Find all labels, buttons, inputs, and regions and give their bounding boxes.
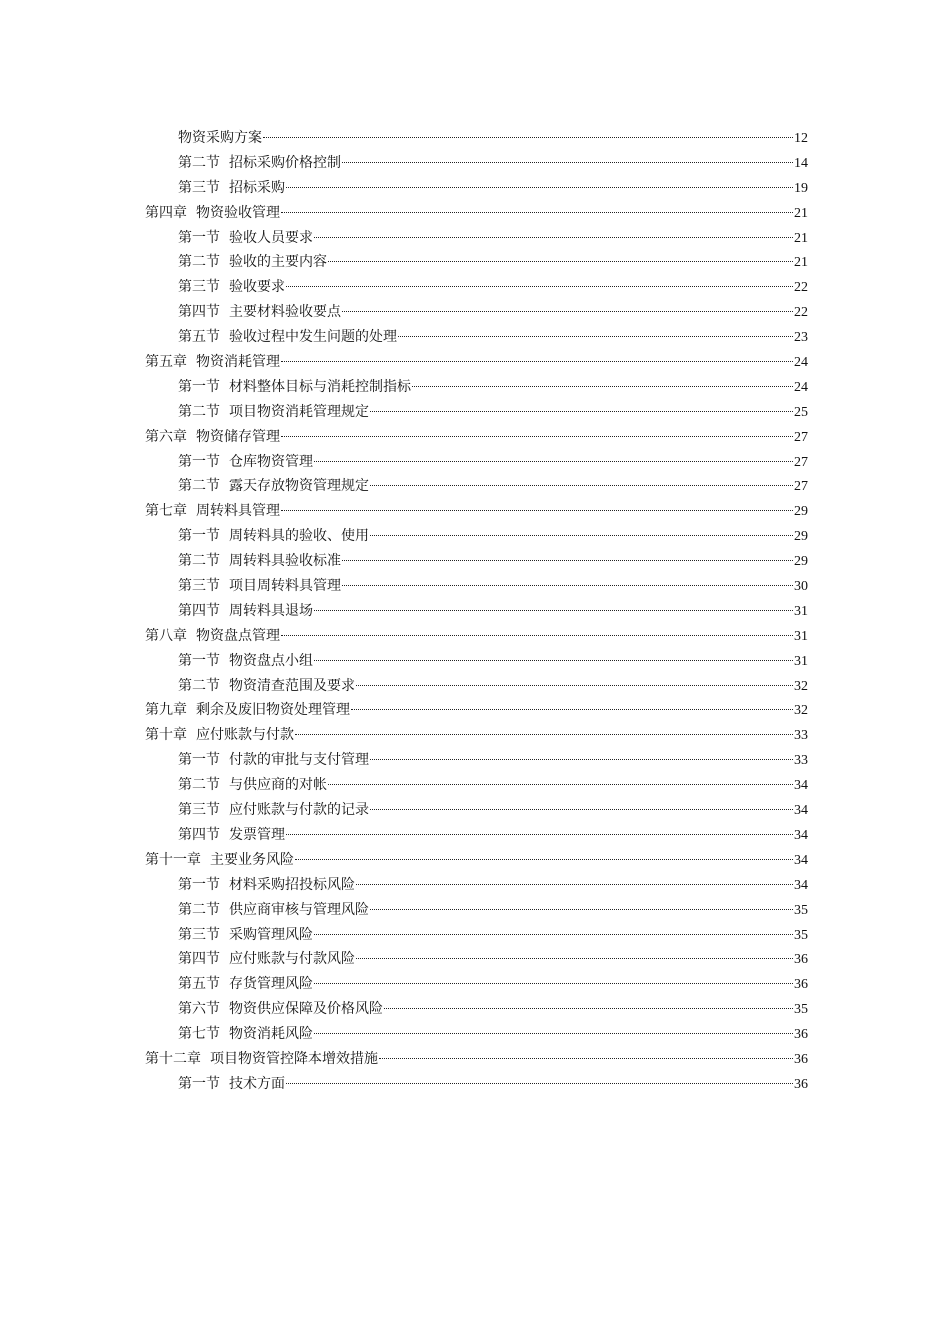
- toc-page-number: 12: [794, 131, 808, 146]
- toc-section-entry[interactable]: [145, 450, 808, 475]
- toc-dot-leader: [379, 1058, 793, 1059]
- toc-entry-title: 主要业务风险: [210, 851, 294, 868]
- toc-page-number: 25: [794, 404, 808, 420]
- toc-entry-number: 第六章: [145, 428, 187, 445]
- toc-entry-number: 第四节: [178, 826, 220, 843]
- toc-dot-leader: [295, 734, 793, 735]
- toc-section-entry[interactable]: [145, 549, 808, 574]
- toc-section-entry[interactable]: [145, 898, 808, 923]
- toc-section-entry[interactable]: [145, 599, 808, 624]
- toc-entry-number: 第三节: [178, 926, 220, 943]
- toc-entry-title: 应付账款与付款风险: [229, 951, 355, 968]
- toc-page-number: 34: [794, 877, 808, 893]
- toc-entry-number: 第五章: [145, 354, 187, 371]
- toc-section-entry[interactable]: [145, 176, 808, 201]
- toc-page-number: 34: [794, 778, 808, 794]
- toc-entry-number: 第三节: [178, 802, 220, 819]
- toc-section-entry[interactable]: [145, 250, 808, 275]
- toc-chapter-entry[interactable]: [145, 1047, 808, 1072]
- toc-page-number: 22: [794, 305, 808, 321]
- toc-entry-number: 第二节: [178, 403, 220, 420]
- toc-entry-title: 存货管理风险: [229, 976, 313, 993]
- toc-page-number: 34: [794, 803, 808, 819]
- toc-dot-leader: [314, 1033, 793, 1034]
- toc-page-number: 30: [794, 579, 808, 595]
- toc-dot-leader: [342, 311, 793, 312]
- toc-entry-title: 物资储存管理: [196, 428, 280, 445]
- toc-section-entry[interactable]: [145, 275, 808, 300]
- toc-page-number: 27: [794, 429, 808, 445]
- toc-entry-title: 招标采购: [229, 179, 285, 196]
- toc-entry-title: 物资采购方案: [178, 130, 262, 146]
- toc-entry-number: 第二节: [178, 553, 220, 570]
- toc-dot-leader: [356, 884, 793, 885]
- toc-section-entry[interactable]: [145, 947, 808, 972]
- toc-dot-leader: [356, 958, 793, 959]
- toc-dot-leader: [370, 759, 793, 760]
- toc-entry-title: 剩余及废旧物资处理管理: [196, 702, 350, 719]
- toc-entry-number: 第四节: [178, 304, 220, 321]
- toc-entry-number: 第三节: [178, 279, 220, 296]
- toc-chapter-entry[interactable]: [145, 848, 808, 873]
- toc-section-entry[interactable]: [145, 524, 808, 549]
- toc-page-number: 36: [794, 1051, 808, 1067]
- toc-entry-number: 第二节: [178, 677, 220, 694]
- toc-section-entry[interactable]: [145, 126, 808, 151]
- toc-section-entry[interactable]: [145, 300, 808, 325]
- toc-dot-leader: [328, 261, 793, 262]
- toc-entry-number: 第一节: [178, 378, 220, 395]
- toc-entry-number: 第四节: [178, 602, 220, 619]
- toc-dot-leader: [370, 485, 793, 486]
- toc-section-entry[interactable]: [145, 972, 808, 997]
- toc-entry-number: 第九章: [145, 702, 187, 719]
- toc-entry-number: 第四节: [178, 951, 220, 968]
- toc-entry-title: 付款的审批与支付管理: [229, 752, 369, 769]
- toc-page-number: 34: [794, 852, 808, 868]
- toc-entry-title: 技术方面: [229, 1075, 285, 1092]
- toc-entry-title: 验收要求: [229, 279, 285, 296]
- toc-dot-leader: [398, 336, 793, 337]
- toc-dot-leader: [281, 361, 793, 362]
- toc-page-number: 36: [794, 977, 808, 993]
- toc-page-number: 36: [794, 1027, 808, 1043]
- toc-entry-number: 第六节: [178, 1001, 220, 1018]
- toc-section-entry[interactable]: [145, 923, 808, 948]
- toc-dot-leader: [286, 187, 793, 188]
- toc-section-entry[interactable]: [145, 798, 808, 823]
- table-of-contents: [145, 126, 808, 1097]
- toc-page-number: 24: [794, 379, 808, 395]
- toc-page-number: 21: [794, 255, 808, 271]
- toc-section-entry[interactable]: [145, 474, 808, 499]
- toc-entry-title: 材料整体目标与消耗控制指标: [229, 378, 411, 395]
- toc-dot-leader: [370, 535, 793, 536]
- toc-entry-number: 第二节: [178, 254, 220, 271]
- toc-page-number: 32: [794, 678, 808, 694]
- toc-entry-number: 第三节: [178, 179, 220, 196]
- toc-entry-number: 第一节: [178, 453, 220, 470]
- toc-section-entry[interactable]: [145, 1072, 808, 1097]
- toc-entry-title: 物资盘点管理: [196, 627, 280, 644]
- toc-entry-title: 主要材料验收要点: [229, 304, 341, 321]
- toc-entry-number: 第二节: [178, 901, 220, 918]
- toc-dot-leader: [314, 983, 793, 984]
- toc-entry-title: 应付账款与付款的记录: [229, 802, 369, 819]
- toc-page-number: 31: [794, 653, 808, 669]
- toc-entry-number: 第四章: [145, 204, 187, 221]
- toc-entry-number: 第十章: [145, 727, 187, 744]
- toc-page-number: 32: [794, 703, 808, 719]
- toc-dot-leader: [370, 411, 793, 412]
- toc-dot-leader: [281, 510, 793, 511]
- toc-dot-leader: [342, 585, 793, 586]
- toc-dot-leader: [328, 784, 793, 785]
- toc-dot-leader: [263, 137, 793, 138]
- toc-entry-number: 第二节: [178, 478, 220, 495]
- toc-dot-leader: [281, 212, 793, 213]
- toc-page-number: 19: [794, 180, 808, 196]
- toc-dot-leader: [370, 909, 793, 910]
- toc-dot-leader: [286, 834, 793, 835]
- toc-entry-title: 招标采购价格控制: [229, 154, 341, 171]
- toc-section-entry[interactable]: [145, 151, 808, 176]
- toc-entry-title: 露天存放物资管理规定: [229, 478, 369, 495]
- toc-page-number: 24: [794, 355, 808, 371]
- toc-page-number: 36: [794, 952, 808, 968]
- toc-entry-title: 发票管理: [229, 826, 285, 843]
- toc-entry-number: 第十二章: [145, 1050, 201, 1067]
- toc-page-number: 29: [794, 554, 808, 570]
- toc-chapter-entry[interactable]: [145, 624, 808, 649]
- toc-page-number: 35: [794, 927, 808, 943]
- toc-entry-title: 周转料具退场: [229, 602, 313, 619]
- toc-page-number: 35: [794, 902, 808, 918]
- toc-entry-title: 应付账款与付款: [196, 727, 294, 744]
- toc-page-number: 27: [794, 454, 808, 470]
- toc-section-entry[interactable]: [145, 873, 808, 898]
- toc-entry-title: 与供应商的对帐: [229, 777, 327, 794]
- toc-page-number: 33: [794, 728, 808, 744]
- toc-chapter-entry[interactable]: [145, 698, 808, 723]
- toc-entry-number: 第二节: [178, 154, 220, 171]
- toc-entry-title: 仓库物资管理: [229, 453, 313, 470]
- toc-entry-title: 物资供应保障及价格风险: [229, 1001, 383, 1018]
- toc-entry-title: 材料采购招投标风险: [229, 876, 355, 893]
- toc-entry-title: 验收人员要求: [229, 229, 313, 246]
- toc-entry-number: 第五节: [178, 329, 220, 346]
- toc-page-number: 21: [794, 205, 808, 221]
- toc-dot-leader: [342, 162, 793, 163]
- toc-dot-leader: [351, 709, 793, 710]
- toc-section-entry[interactable]: [145, 400, 808, 425]
- toc-dot-leader: [295, 859, 793, 860]
- toc-entry-number: 第八章: [145, 627, 187, 644]
- toc-entry-title: 项目物资消耗管理规定: [229, 403, 369, 420]
- toc-entry-title: 项目物资管控降本增效措施: [210, 1050, 378, 1067]
- toc-page-number: 29: [794, 504, 808, 520]
- toc-dot-leader: [314, 660, 793, 661]
- toc-section-entry[interactable]: [145, 997, 808, 1022]
- toc-entry-number: 第一节: [178, 652, 220, 669]
- toc-chapter-entry[interactable]: [145, 425, 808, 450]
- toc-entry-title: 采购管理风险: [229, 926, 313, 943]
- toc-entry-title: 验收过程中发生问题的处理: [229, 329, 397, 346]
- toc-dot-leader: [356, 685, 793, 686]
- toc-section-entry[interactable]: [145, 823, 808, 848]
- toc-section-entry[interactable]: [145, 226, 808, 251]
- toc-page-number: 31: [794, 628, 808, 644]
- toc-section-entry[interactable]: [145, 748, 808, 773]
- toc-entry-title: 周转料具的验收、使用: [229, 528, 369, 545]
- toc-entry-number: 第一节: [178, 752, 220, 769]
- toc-entry-number: 第三节: [178, 578, 220, 595]
- toc-page-number: 22: [794, 280, 808, 296]
- toc-page-number: 27: [794, 479, 808, 495]
- toc-page-number: 31: [794, 603, 808, 619]
- toc-entry-number: 第一节: [178, 1075, 220, 1092]
- toc-entry-title: 项目周转料具管理: [229, 578, 341, 595]
- toc-section-entry[interactable]: [145, 773, 808, 798]
- toc-chapter-entry[interactable]: [145, 723, 808, 748]
- toc-entry-title: 物资盘点小组: [229, 652, 313, 669]
- toc-entry-title: 物资验收管理: [196, 204, 280, 221]
- toc-entry-number: 第十一章: [145, 851, 201, 868]
- toc-dot-leader: [342, 560, 793, 561]
- toc-entry-title: 验收的主要内容: [229, 254, 327, 271]
- toc-entry-title: 物资清查范围及要求: [229, 677, 355, 694]
- toc-entry-number: 第二节: [178, 777, 220, 794]
- toc-dot-leader: [314, 610, 793, 611]
- toc-page-number: 29: [794, 529, 808, 545]
- toc-page-number: 21: [794, 230, 808, 246]
- toc-entry-title: 物资消耗风险: [229, 1026, 313, 1043]
- toc-dot-leader: [286, 1083, 793, 1084]
- toc-entry-title: 物资消耗管理: [196, 354, 280, 371]
- toc-dot-leader: [286, 286, 793, 287]
- toc-section-entry[interactable]: [145, 574, 808, 599]
- toc-chapter-entry[interactable]: [145, 350, 808, 375]
- toc-page-number: 34: [794, 827, 808, 843]
- toc-page-number: 35: [794, 1002, 808, 1018]
- toc-entry-number: 第一节: [178, 528, 220, 545]
- toc-entry-title: 周转料具管理: [196, 503, 280, 520]
- toc-page-number: 33: [794, 753, 808, 769]
- toc-entry-number: 第一节: [178, 876, 220, 893]
- toc-section-entry[interactable]: [145, 649, 808, 674]
- toc-page-number: 14: [794, 155, 808, 171]
- toc-entry-title: 供应商审核与管理风险: [229, 901, 369, 918]
- toc-dot-leader: [370, 809, 793, 810]
- toc-entry-number: 第五节: [178, 976, 220, 993]
- toc-entry-title: 周转料具验收标准: [229, 553, 341, 570]
- toc-chapter-entry[interactable]: [145, 201, 808, 226]
- toc-dot-leader: [384, 1008, 793, 1009]
- toc-entry-number: 第一节: [178, 229, 220, 246]
- toc-dot-leader: [314, 237, 793, 238]
- toc-chapter-entry[interactable]: [145, 499, 808, 524]
- toc-page-number: 36: [794, 1076, 808, 1092]
- toc-section-entry[interactable]: [145, 325, 808, 350]
- toc-dot-leader: [314, 461, 793, 462]
- toc-page-number: 23: [794, 330, 808, 346]
- toc-entry-number: 第七节: [178, 1026, 220, 1043]
- toc-dot-leader: [281, 635, 793, 636]
- toc-section-entry[interactable]: [145, 1022, 808, 1047]
- toc-entry-number: 第七章: [145, 503, 187, 520]
- toc-dot-leader: [314, 934, 793, 935]
- toc-dot-leader: [281, 436, 793, 437]
- toc-section-entry[interactable]: [145, 375, 808, 400]
- toc-dot-leader: [412, 386, 793, 387]
- toc-section-entry[interactable]: [145, 674, 808, 699]
